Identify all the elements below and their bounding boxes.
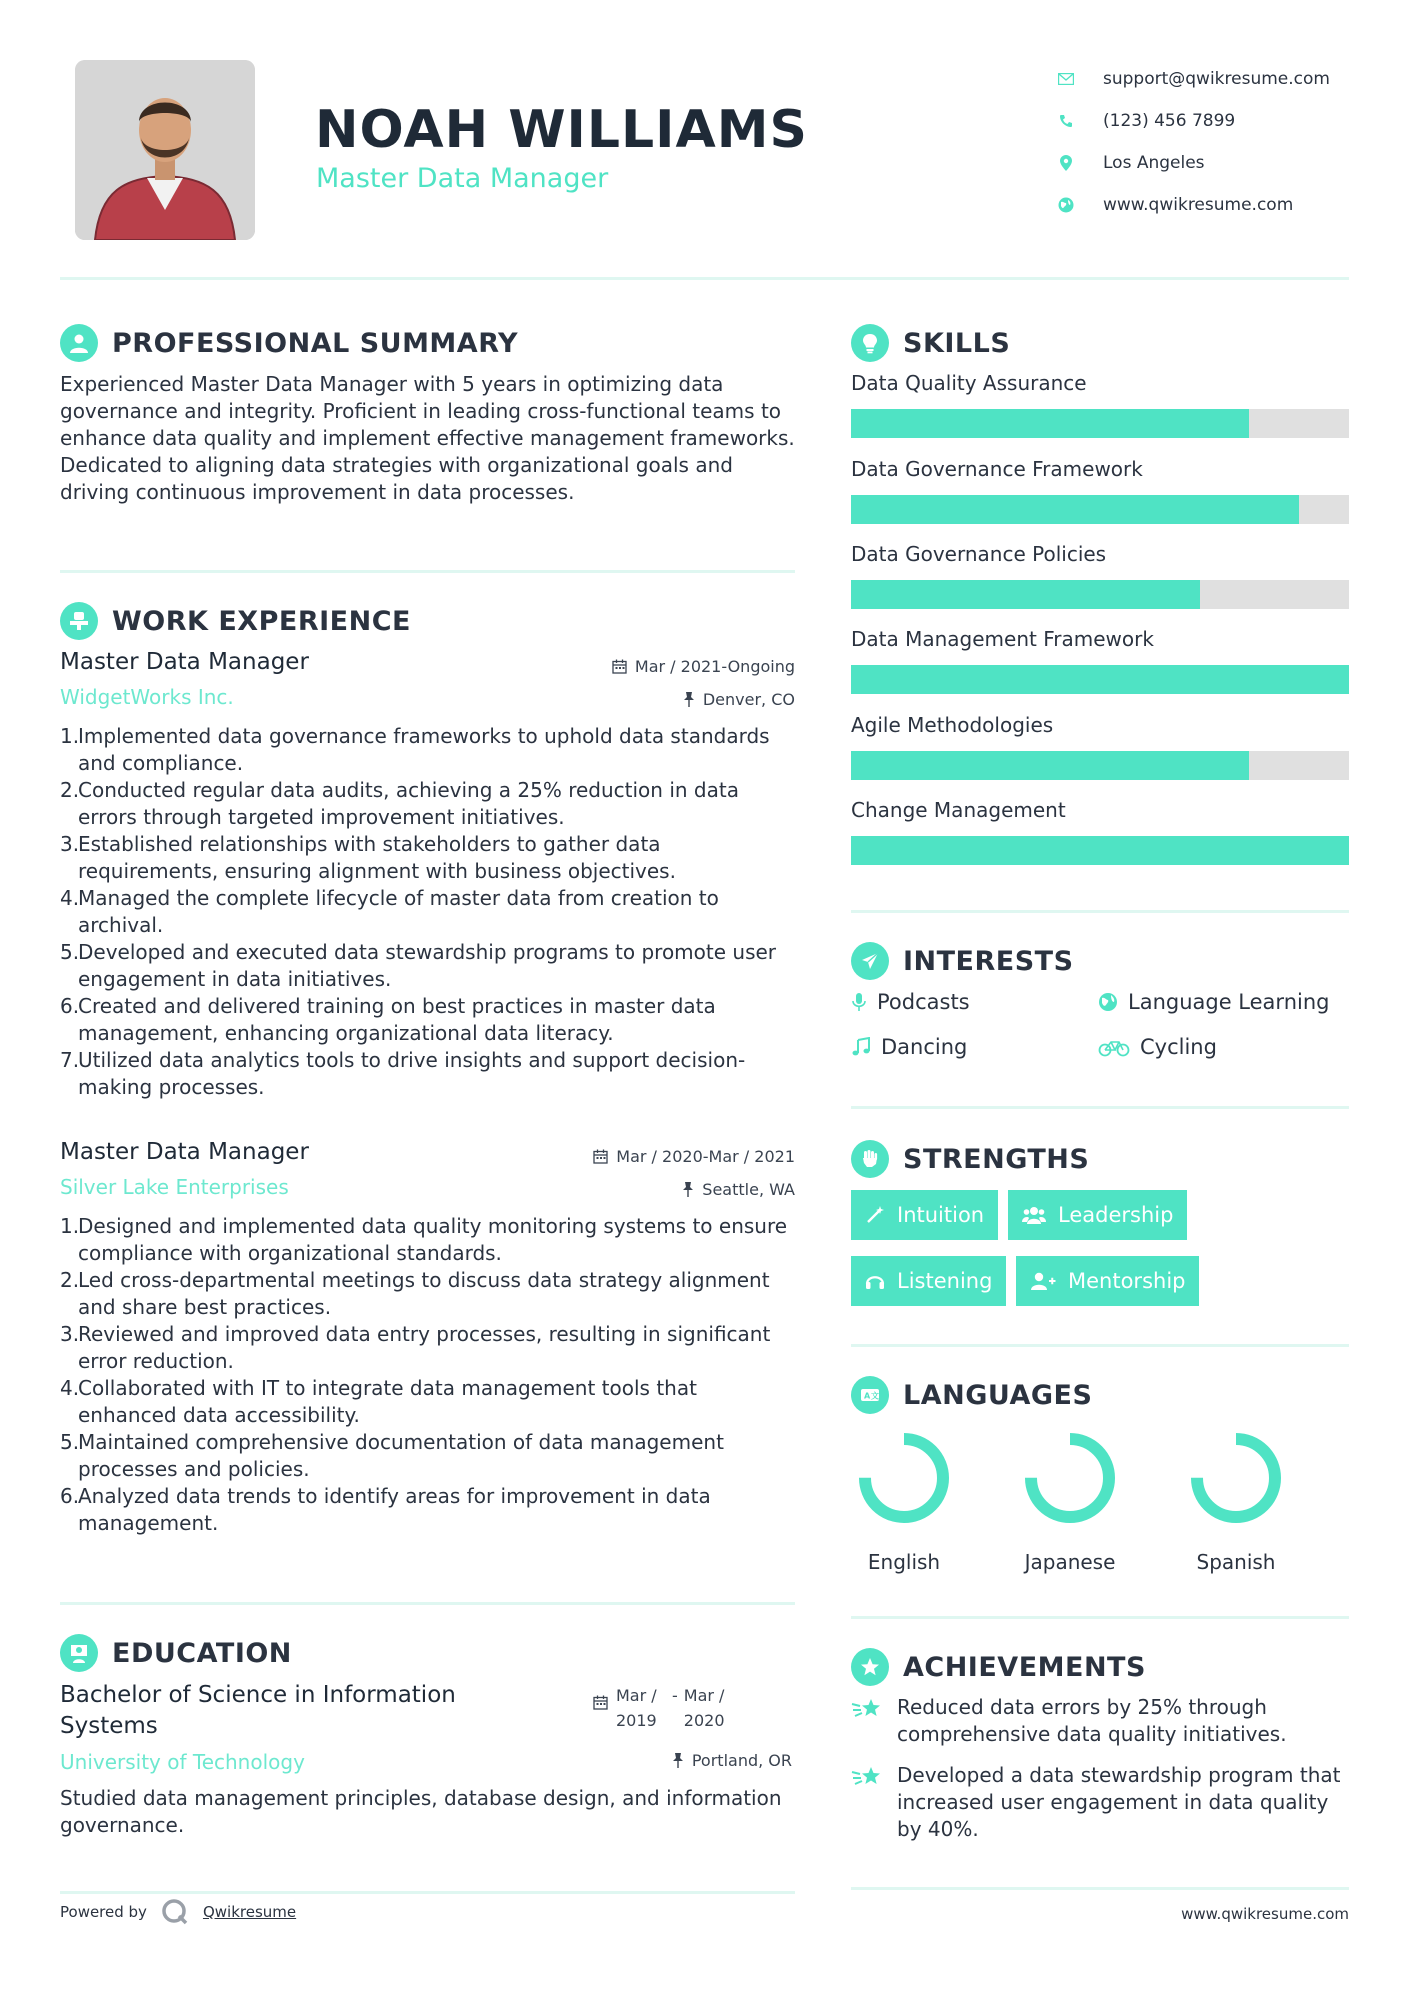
pushpin-icon: [683, 692, 695, 707]
shooting-star-icon: [851, 1694, 897, 1748]
languages-divider: [851, 1616, 1349, 1619]
school-name: University of Technology: [60, 1750, 305, 1774]
language-name: Spanish: [1196, 1550, 1276, 1574]
language-item: [1010, 1428, 1130, 1574]
achievement-text: Developed a data stewardship program that increased user engagement in data quality by 40%.: [897, 1763, 1341, 1841]
calendar-icon: [612, 659, 627, 674]
strength-label: Listening: [897, 1269, 993, 1293]
skill-name: Data Governance Framework: [851, 457, 1143, 481]
microphone-icon: [851, 992, 867, 1012]
job-company: Silver Lake Enterprises: [60, 1175, 289, 1199]
globe-icon: [1055, 196, 1077, 214]
language-card-icon: [851, 1376, 889, 1414]
duties-list: [60, 723, 795, 1101]
languages-header: [851, 1376, 1092, 1414]
skill-item: [851, 371, 1349, 438]
experience-title: WORK EXPERIENCE: [112, 605, 411, 637]
envelope-icon: [1055, 70, 1077, 88]
education-title: EDUCATION: [112, 1637, 292, 1669]
languages-title: LANGUAGES: [903, 1379, 1093, 1411]
duty-item: 3. Established relationships with stakeholders to gather data requirements, ensuring alignment with business objectives.: [60, 832, 676, 883]
graduation-icon: [60, 1634, 98, 1672]
duty-item: 6. Created and delivered training on best practices in master data management, enhancing organizational data literacy.: [60, 994, 716, 1045]
education-header: [60, 1634, 292, 1672]
education-description: Studied data management principles, database design, and information governance.: [60, 1786, 782, 1837]
achievement-item: [851, 1694, 1351, 1748]
interest-item: [851, 990, 970, 1014]
skill-name: Data Management Framework: [851, 627, 1154, 651]
footer-brand-link[interactable]: Qwikresume: [202, 1903, 297, 1921]
duty-item: 5. Maintained comprehensive documentation of data management processes and policies.: [60, 1430, 724, 1481]
duties-list: [60, 1213, 795, 1537]
education-end: Mar / 2020: [683, 1686, 725, 1730]
skill-bar: [851, 580, 1349, 609]
language-name: Japanese: [1024, 1550, 1116, 1574]
email-text: support@qwikresume.com: [1103, 69, 1330, 89]
qwikresume-logo-icon: [161, 1898, 189, 1926]
user-icon: [60, 324, 98, 362]
interest-item: [851, 1035, 967, 1059]
job-location-text: Denver, CO: [702, 690, 795, 709]
contact-location: [1055, 142, 1385, 184]
skill-bar: [851, 751, 1349, 780]
header-divider: [60, 277, 1349, 280]
person-avatar-icon: [75, 60, 255, 240]
skill-bar-fill: [851, 836, 1349, 865]
raised-fist-icon: [851, 1140, 889, 1178]
star-badge-icon: [851, 1648, 889, 1686]
job-location: [682, 1180, 795, 1199]
skill-bar: [851, 665, 1349, 694]
strengths-divider: [851, 1344, 1349, 1347]
paper-plane-icon: [851, 942, 889, 980]
education-start: Mar / 2019: [616, 1686, 657, 1730]
language-item: [1176, 1428, 1296, 1574]
job-entry: [60, 649, 795, 1101]
duty-item: 1. Implemented data governance frameworks to uphold data standards and compliance.: [60, 724, 770, 775]
powered-by-label: Powered by: [60, 1903, 147, 1921]
interest-item: [1098, 990, 1329, 1014]
job-dates-text: Mar / 2020-Mar / 2021: [616, 1147, 795, 1166]
education-location-text: Portland, OR: [691, 1751, 792, 1770]
duty-item: 5. Developed and executed data stewardship programs to promote user engagement in data initiatives.: [60, 940, 777, 991]
location-text: Los Angeles: [1103, 153, 1205, 173]
achievements-title: ACHIEVEMENTS: [903, 1651, 1146, 1683]
experience-divider: [60, 1602, 795, 1605]
job-dates: [593, 1147, 795, 1166]
strength-chip: [1016, 1256, 1199, 1306]
duty-item: 4. Managed the complete lifecycle of master data from creation to archival.: [60, 886, 719, 937]
calendar-icon: [593, 1149, 608, 1164]
user-plus-icon: [1030, 1271, 1056, 1291]
skills-header: [851, 324, 1010, 362]
briefcase-icon: [60, 602, 98, 640]
interest-label: Dancing: [881, 1035, 968, 1059]
interests-divider: [851, 1106, 1349, 1109]
skill-item: [851, 798, 1349, 865]
bicycle-icon: [1098, 1037, 1130, 1057]
magic-wand-icon: [865, 1205, 885, 1225]
music-note-icon: [851, 1037, 871, 1057]
skill-bar-fill: [851, 580, 1200, 609]
strength-label: Intuition: [897, 1203, 985, 1227]
summary-header: [60, 324, 518, 362]
skill-bar-fill: [851, 409, 1249, 438]
users-icon: [1022, 1205, 1046, 1225]
job-dates: [612, 657, 795, 676]
job-entry: [60, 1139, 795, 1537]
duty-item: 4. Collaborated with IT to integrate data management tools that enhanced data accessibility.: [60, 1376, 697, 1427]
phone-icon: [1055, 112, 1077, 130]
job-company: WidgetWorks Inc.: [60, 685, 234, 709]
svg-text:A: A: [864, 1391, 871, 1401]
strength-chip: [851, 1190, 998, 1240]
interest-item: [1098, 1035, 1217, 1059]
pushpin-icon: [672, 1753, 684, 1768]
map-pin-icon: [1055, 154, 1077, 172]
interest-label: Language Learning: [1128, 990, 1330, 1014]
summary-text: Experienced Master Data Manager with 5 years in optimizing data governance and integrity. Proficient in leading cross-functional teams to enhance data quality and implement effective management frameworks. Dedicated to aligning data strategies with organizational goals and driving continuous improvement in data processes.: [60, 372, 795, 504]
skill-bar-fill: [851, 495, 1299, 524]
duty-item: 1. Designed and implemented data quality monitoring systems to ensure compliance with organizational standards.: [60, 1214, 788, 1265]
job-location: [683, 690, 795, 709]
skill-name: Data Quality Assurance: [851, 371, 1087, 395]
achievements-divider: [851, 1887, 1349, 1890]
education-dates: Mar / 2019 - Mar / 2020: [593, 1683, 736, 1733]
achievement-text: Reduced data errors by 25% through comprehensive data quality initiatives.: [897, 1695, 1287, 1746]
interests-header: [851, 942, 1074, 980]
interests-title: INTERESTS: [903, 945, 1074, 977]
interest-label: Cycling: [1140, 1035, 1217, 1059]
calendar-icon: [593, 1695, 608, 1710]
skill-name: Data Governance Policies: [851, 542, 1107, 566]
candidate-name: NOAH WILLIAMS: [315, 100, 808, 160]
skill-item: [851, 457, 1349, 524]
contact-block: [1055, 58, 1385, 226]
footer-powered-by: [60, 1898, 296, 1926]
skill-item: [851, 713, 1349, 780]
website-text: www.qwikresume.com: [1103, 195, 1294, 215]
interest-label: Podcasts: [877, 990, 970, 1014]
job-title: Master Data Manager: [60, 1139, 309, 1165]
education-divider: [60, 1891, 795, 1894]
strength-chip: [1008, 1190, 1187, 1240]
lightbulb-icon: [851, 324, 889, 362]
job-dates-text: Mar / 2021-Ongoing: [634, 657, 795, 676]
skills-title: SKILLS: [903, 327, 1011, 359]
job-title: Master Data Manager: [60, 649, 309, 675]
strengths-header: [851, 1140, 1089, 1178]
contact-website[interactable]: [1055, 184, 1385, 226]
svg-text:文: 文: [871, 1391, 879, 1401]
language-ring: [854, 1428, 954, 1528]
duty-item: 2. Led cross-departmental meetings to discuss data strategy alignment and share best practices.: [60, 1268, 770, 1319]
duty-item: 3. Reviewed and improved data entry processes, resulting in significant error reduction.: [60, 1322, 771, 1373]
degree-title: Bachelor of Science in Information Systems: [60, 1682, 456, 1739]
achievements-header: [851, 1648, 1146, 1686]
duty-item: 7. Utilized data analytics tools to drive insights and support decision-making processes.: [60, 1048, 746, 1099]
skill-bar-fill: [851, 751, 1249, 780]
skill-item: [851, 542, 1349, 609]
contact-email[interactable]: [1055, 58, 1385, 100]
skill-name: Change Management: [851, 798, 1066, 822]
job-location-text: Seattle, WA: [702, 1180, 795, 1199]
candidate-title: Master Data Manager: [316, 163, 609, 194]
pushpin-icon: [682, 1182, 694, 1197]
profile-photo: [75, 60, 255, 240]
summary-divider: [60, 570, 795, 573]
strength-label: Leadership: [1058, 1203, 1174, 1227]
skill-name: Agile Methodologies: [851, 713, 1054, 737]
duty-item: 6. Analyzed data trends to identify areas for improvement in data management.: [60, 1484, 711, 1535]
strength-label: Mentorship: [1068, 1269, 1186, 1293]
shooting-star-icon: [851, 1762, 897, 1843]
language-name: English: [867, 1550, 941, 1574]
language-ring: [1020, 1428, 1120, 1528]
language-ring: [1186, 1428, 1286, 1528]
language-item: [844, 1428, 964, 1574]
footer-website[interactable]: www.qwikresume.com: [1181, 1905, 1349, 1923]
phone-text: (123) 456 7899: [1103, 111, 1236, 131]
education-location: [672, 1751, 792, 1770]
contact-phone[interactable]: [1055, 100, 1385, 142]
globe-icon: [1098, 992, 1118, 1012]
experience-header: [60, 602, 411, 640]
achievement-item: [851, 1762, 1351, 1843]
strengths-title: STRENGTHS: [903, 1143, 1090, 1175]
skill-bar: [851, 409, 1349, 438]
summary-title: PROFESSIONAL SUMMARY: [112, 327, 519, 359]
strength-chip: [851, 1256, 1006, 1306]
skill-bar: [851, 495, 1349, 524]
skill-bar-fill: [851, 665, 1349, 694]
duty-item: 2. Conducted regular data audits, achieving a 25% reduction in data errors through targeted improvement initiatives.: [60, 778, 739, 829]
headphones-icon: [865, 1271, 885, 1291]
skill-bar: [851, 836, 1349, 865]
skill-item: [851, 627, 1349, 694]
skills-divider: [851, 910, 1349, 913]
